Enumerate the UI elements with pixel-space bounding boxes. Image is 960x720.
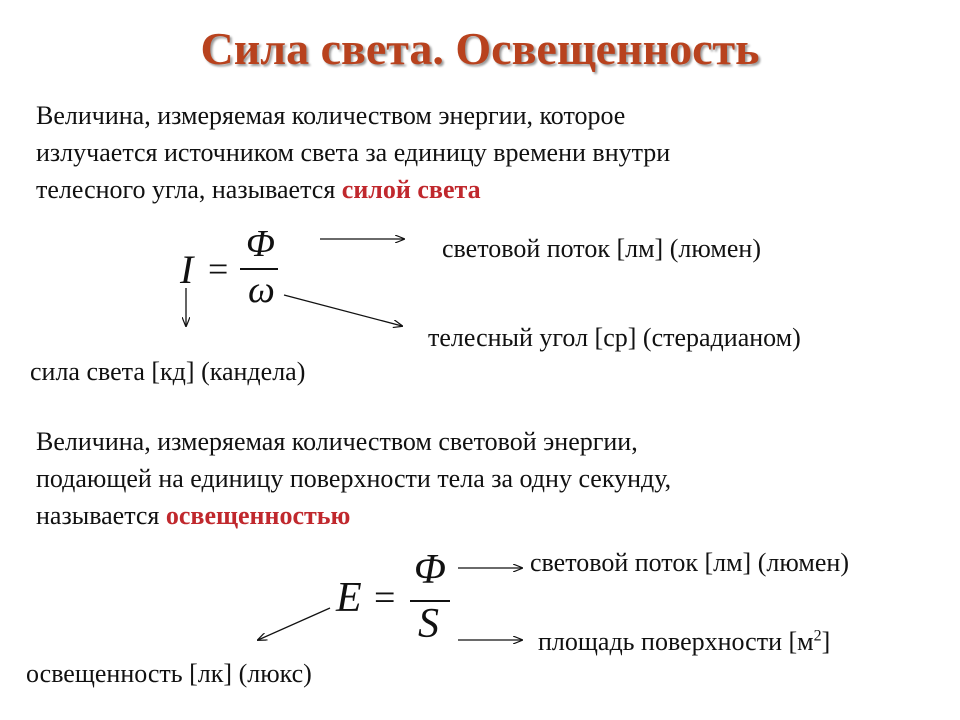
definition-line: Величина, измеряемая количеством энергии, которое	[36, 101, 626, 130]
formula-numerator: Φ	[414, 547, 446, 593]
arrow-to-solid-angle	[284, 295, 402, 326]
formula-lhs: I	[180, 247, 194, 292]
definition-text: называется	[36, 501, 166, 530]
area-exponent: 2	[813, 627, 822, 645]
label-solid-angle: телесный угол [ср] (стерадианом)	[428, 323, 801, 352]
definition-line: Величина, измеряемая количеством световой энергии,	[36, 427, 638, 456]
label-luminous-intensity: сила света [кд] (кандела)	[30, 357, 306, 386]
page-title: Сила света. Освещенность	[200, 23, 760, 74]
label-luminous-flux-2: световой поток [лм] (люмен)	[530, 548, 849, 577]
term-highlight: освещенностью	[165, 501, 351, 530]
definition-line: излучается источником света за единицу времени внутри	[36, 138, 671, 167]
formula-eq: =	[208, 249, 229, 289]
arrow-to-illuminance	[258, 608, 330, 640]
definition-line: подающей на единицу поверхности тела за одну секунду,	[36, 464, 672, 493]
area-text: площадь поверхности [м	[538, 627, 814, 656]
formula-eq: =	[374, 577, 396, 619]
formula-lhs: E	[336, 575, 362, 621]
area-close: ]	[821, 627, 831, 656]
formula-denominator: S	[418, 601, 439, 647]
label-luminous-flux: световой поток [лм] (люмен)	[442, 234, 761, 263]
formula-numerator: Φ	[246, 223, 275, 265]
term-highlight: силой света	[341, 175, 481, 204]
definition-text: телесного угла, называется	[36, 175, 342, 204]
formula-denominator: ω	[248, 269, 275, 311]
label-illuminance: освещенность [лк] (люкс)	[26, 659, 312, 688]
